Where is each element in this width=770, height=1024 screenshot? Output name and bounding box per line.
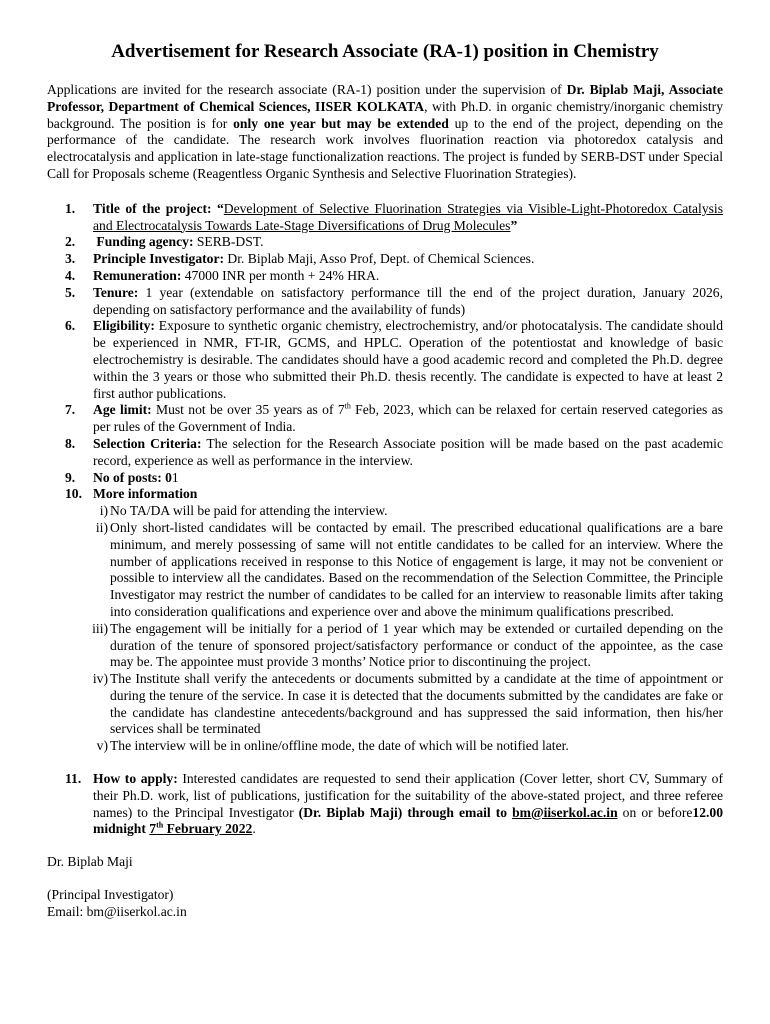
page-title: Advertisement for Research Associate (RA-1) position in Chemistry [111, 41, 659, 62]
item-remuneration: 4. Remuneration: 47000 INR per month + 24% HRA. [65, 267, 380, 283]
item-age-limit: 7. Age limit: Must not be over 35 years as of 7th Feb, 2023, which can be relaxed for certain reserved categories as per rules of the Government of India. [65, 401, 723, 435]
list-item: ii) Only short-listed candidates will be contacted by email. The prescribed educational qualifications are a bare minimum, and merely possessing of same will not entitle candidates to be called for an interview. Where the number of applications received in response to this Notice of engagement is large, it may not be convenient or possible to interview all the candidates. Based on the recommendation of the Selection Committee, the Principle Investigator may restrict the number of candidates to be called for an interview to reasonable limits after taking into consideration qualifications and experience over and above the minimum qualifications prescribed. [95, 519, 723, 619]
email-link[interactable]: bm@iiserkol.ac.in [512, 804, 618, 820]
more-info-list [93, 503, 723, 755]
signature-role: (Principal Investigator) [47, 887, 174, 903]
deadline: 7th February 2022 [149, 820, 253, 837]
item-pi: 3. Principle Investigator: Dr. Biplab Maji, Asso Prof, Dept. of Chemical Sciences. [65, 251, 535, 267]
signature-name: Dr. Biplab Maji [47, 854, 133, 870]
duration-note: only one year but may be extended [233, 115, 449, 131]
item-how-to-apply: 11. How to apply: Interested candidates are requested to send their application (Cover letter, short CV, Summary of their Ph.D. work, list of publications, justification for the suitability of the above-stated project, and three referee names) to the Principal Investigator (Dr. Biplab Maji) through email to bm@iiserkol.ac.in on or before12.00 midnight 7th February 2022. [65, 771, 724, 837]
signature-email: Email: bm@iiserkol.ac.in [47, 903, 187, 919]
details-list [47, 201, 723, 838]
item-more-info: 10. More information i) No TA/DA will be paid for attending the interview. ii) Only short-listed candidates will be contacted by email. The prescribed educational qualifications are a bare minimum, and merely possessing of same will not entitle candidates to be called for an interview. Where the number of applications received in response to this Notice of engagement is large, it may not be convenient or possible to interview all the candidates. Based on the recommendation of the Selection Committee, the Principle Investigator may restrict the number of candidates to be called for an interview to reasonable limits after taking into consideration qualifications and experience over and above the minimum qualifications prescribed. iii) The engagement will be initially for a period of 1 year which may be extended or curtailed depending on the duration of the tenure of sponsored project/satisfactory performance or conduct of the appointee, as the case may be. The appointee must provide 3 months’ Notice prior to discontinuing the project. iv) The Institute shall verify the antecedents or documents submitted by a candidate at the time of appointment or during the tenure of the service. In case it is detected that the documents submitted by the candidates are fake or the candidate has clandestine antecedents/background and has suppressed the said information, then his/her services shall be terminated v) The interview will be in online/offline mode, the date of which will be notified later. [65, 486, 723, 754]
list-item: iv) The Institute shall verify the antecedents or documents submitted by a candidate at the time of appointment or during the tenure of the service. In case it is detected that the documents submitted by the candidates are fake or the candidate has clandestine antecedents/background and has suppressed the said information, then his/her services shall be terminated [92, 671, 723, 737]
list-item: v) The interview will be in online/offline mode, the date of which will be notified later. [96, 738, 569, 754]
list-item: iii) The engagement will be initially for a period of 1 year which may be extended or curtailed depending on the duration of the tenure of sponsored project/satisfactory performance or conduct of the appointee, as the case may be. The appointee must provide 3 months’ Notice prior to discontinuing the project. [92, 620, 723, 670]
project-title: Development of Selective Fluorination Strategies via Visible-Light-Photoredox Catalysis and Electrocatalysis Towards Late-Stage Diversifications of Drug Molecules [93, 200, 723, 233]
item-eligibility: 6. Eligibility: Exposure to synthetic organic chemistry, electrochemistry, and/or photocatalysis. The candidate should be experienced in NMR, FT-IR, GCMS, and HPLC. Operation of the potentiostat and knowledge of basic electrochemistry is desirable. The candidates should have a good academic record and completed the Ph.D. degree within the 3 years or those who submitted their Ph.D. thesis recently. The candidate is expected to have at least 2 first author publications. [65, 318, 723, 401]
supervisor-name: Dr. Biplab Maji, Associate Professor, Department of Chemical Sciences, IISER KOLKATA [47, 82, 723, 114]
item-funding: 2. Funding agency: SERB-DST. [65, 234, 264, 250]
list-item: i) No TA/DA will be paid for attending the interview. [99, 503, 388, 519]
item-tenure: 5. Tenure: 1 year (extendable on satisfactory performance till the end of the project duration, January 2026, depending on satisfactory performance and the availability of funds) [65, 284, 723, 317]
intro-paragraph: Applications are invited for the research associate (RA-1) position under the supervision of Dr. Biplab Maji, Associate Professor, Department of Chemical Sciences, IISER KOLKATA, with Ph.D. in organic chemistry/inorganic chemistry background. The position is for only one year but may be extended up to the end of the project, depending on the performance of the candidate. The research work involves fluorination reaction via photoredox catalysis and electrocatalysis and application in late-stage functionalization reactions. The project is funded by SERB-DST under Special Call for Proposals scheme (Reagentless Organic Synthesis and Selective Fluorination Strategies). [47, 82, 723, 181]
item-selection: 8. Selection Criteria: The selection for the Research Associate position will be made based on the past academic record, experience as well as performance in the interview. [65, 435, 723, 468]
item-posts: 9. No of posts: 01 [65, 469, 179, 485]
item-title: 1. Title of the project: “Development of Selective Fluorination Strategies via Visible-Light-Photoredox Catalysis and Electrocatalysis Towards Late-Stage Diversifications of Drug Molecules” [65, 200, 723, 233]
